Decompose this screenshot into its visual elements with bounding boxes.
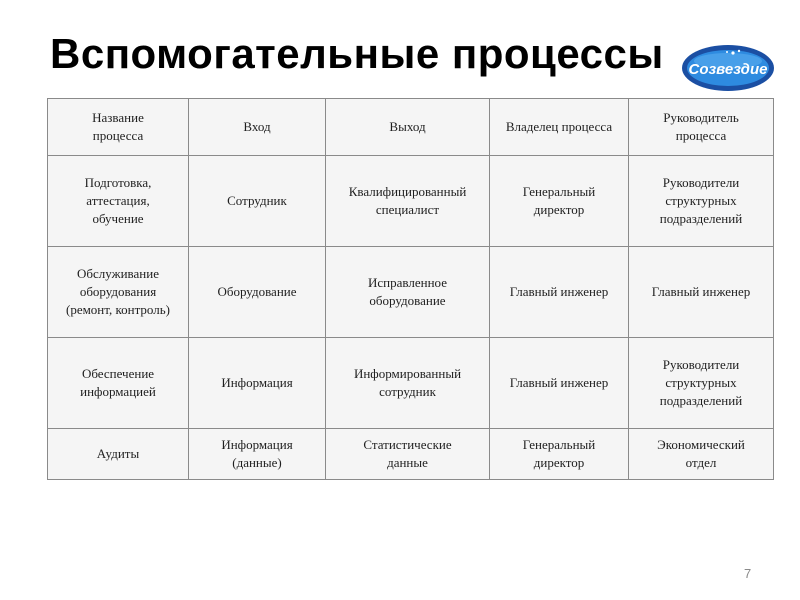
column-header	[326, 99, 490, 156]
table-cell	[48, 429, 189, 480]
cell-line: директор	[533, 202, 585, 217]
cell-line: Информированный	[353, 366, 462, 381]
cell-line: Экономический	[657, 437, 745, 452]
table-row	[48, 338, 774, 429]
cell-line: процесса	[92, 128, 144, 143]
company-logo	[681, 44, 775, 92]
table-cell	[490, 156, 629, 247]
cell-line: Руководитель	[663, 110, 739, 125]
cell-line: Исправленное	[368, 275, 447, 290]
cell-line: обучение	[92, 211, 144, 226]
page-title: Вспомогательные процессы	[50, 30, 664, 77]
cell-line: Владелец процесса	[505, 119, 613, 134]
cell-line: Аудиты	[96, 446, 140, 461]
process-table	[47, 98, 774, 480]
cell-line: подразделений	[659, 211, 743, 226]
table-cell	[629, 429, 774, 480]
cell-line: информацией	[80, 384, 156, 399]
cell-line: Главный инженер	[651, 284, 751, 299]
cell-line: данные	[387, 455, 428, 470]
table-row	[48, 247, 774, 338]
cell-line: Руководители	[662, 175, 740, 190]
table-header-row	[48, 99, 774, 156]
column-header	[48, 99, 189, 156]
cell-line: подразделений	[659, 393, 743, 408]
cell-line: Оборудование	[217, 284, 297, 299]
logo-text: Созвездие	[688, 61, 768, 78]
column-header	[629, 99, 774, 156]
table-cell	[326, 338, 490, 429]
cell-line: сотрудник	[379, 384, 436, 399]
cell-line: Генеральный	[522, 437, 596, 452]
cell-line: Информация	[221, 437, 293, 452]
cell-line: Главный инженер	[509, 284, 609, 299]
page-number: 7	[744, 566, 752, 581]
cell-line: Информация	[221, 375, 293, 390]
table-cell	[490, 429, 629, 480]
cell-line: аттестация,	[86, 193, 150, 208]
cell-line: процесса	[675, 128, 727, 143]
cell-line: Обеспечение	[81, 366, 155, 381]
table-cell	[48, 338, 189, 429]
cell-line: (ремонт, контроль)	[65, 302, 170, 317]
column-header	[189, 99, 326, 156]
cell-line: Название	[92, 110, 144, 125]
table-cell	[189, 156, 326, 247]
cell-line: Сотрудник	[227, 193, 287, 208]
cell-line: Главный инженер	[509, 375, 609, 390]
table-cell	[629, 338, 774, 429]
table-cell	[326, 247, 490, 338]
cell-line: отдел	[685, 455, 717, 470]
cell-line: специалист	[375, 202, 440, 217]
cell-line: оборудование	[369, 293, 446, 308]
cell-line: директор	[533, 455, 585, 470]
table-cell	[48, 247, 189, 338]
table-body	[48, 99, 774, 480]
cell-line: Выход	[389, 119, 426, 134]
cell-line: структурных	[665, 375, 737, 390]
cell-line: Подготовка,	[84, 175, 152, 190]
column-header	[490, 99, 629, 156]
table-cell	[326, 156, 490, 247]
table-cell	[629, 156, 774, 247]
table-cell	[189, 338, 326, 429]
cell-line: Квалифицированный	[348, 184, 467, 199]
cell-line: Статистические	[363, 437, 452, 452]
table-row	[48, 429, 774, 480]
table-cell	[189, 429, 326, 480]
cell-line: Вход	[243, 119, 271, 134]
table-cell	[189, 247, 326, 338]
cell-line: оборудования	[79, 284, 157, 299]
cell-line: Обслуживание	[77, 266, 159, 281]
table-cell	[490, 247, 629, 338]
table-row	[48, 156, 774, 247]
table-cell	[326, 429, 490, 480]
table-cell	[629, 247, 774, 338]
table-cell	[48, 156, 189, 247]
logo-badge-icon	[681, 44, 775, 92]
table-cell	[490, 338, 629, 429]
cell-line: (данные)	[232, 455, 282, 470]
cell-line: Генеральный	[522, 184, 596, 199]
cell-line: Руководители	[662, 357, 740, 372]
cell-line: структурных	[665, 193, 737, 208]
